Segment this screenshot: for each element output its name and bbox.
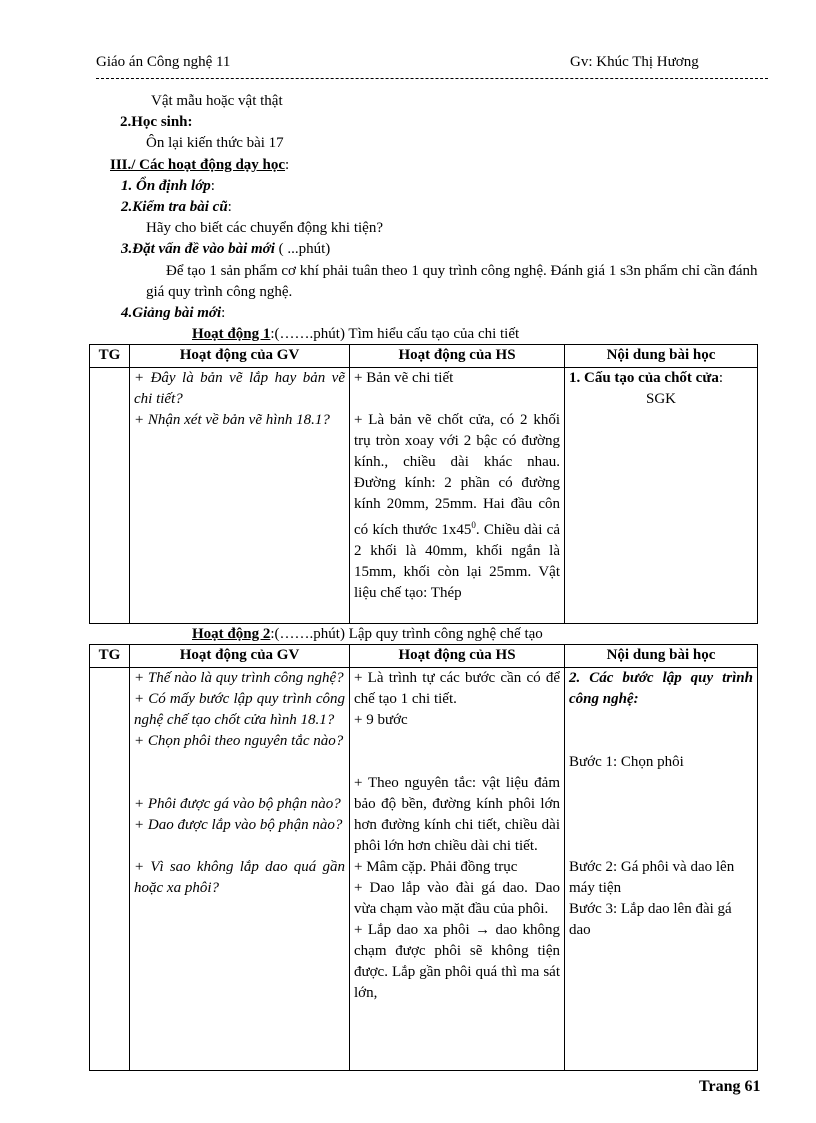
hocsinh-label: 2.Học sinh: (120, 114, 193, 130)
gv-question: + Chọn phôi theo nguyên tắc nào? (134, 733, 344, 749)
activity2-title-bold: Hoạt động 2 (192, 626, 271, 642)
hocsinh-text: Ôn lại kiến thức bài 17 (146, 135, 284, 151)
gv-question: + Thế nào là quy trình công nghệ? (134, 670, 344, 686)
gv-question: + Có mấy bước lập quy trình công nghệ chế tạo chốt cửa hình 18.1? (134, 691, 345, 728)
activity1-table (89, 344, 758, 624)
table-row (90, 368, 758, 624)
activity2-table (89, 644, 758, 1071)
degree-superscript: 0 (471, 520, 476, 530)
hs-answer: + Bản vẽ chi tiết (354, 370, 454, 386)
nd-title-text: 1. Cấu tạo của chốt cửa (569, 370, 719, 386)
hs-cell (350, 368, 565, 624)
hs-answer (354, 920, 560, 1004)
intro-line-materials: Vật mẫu hoặc vật thật (151, 93, 283, 109)
nd-cell (565, 668, 758, 1071)
col-nd: Nội dung bài học (565, 645, 758, 668)
step3-paragraph: Để tạo 1 sản phẩm cơ khí phải tuân theo 1 quy trình công nghệ. Đánh giá 1 s3n phẩm chỉ cần đánh giá quy trình công nghệ. (146, 263, 758, 300)
col-hs: Hoạt động của HS (350, 345, 565, 368)
hs-answer-part: dao không chạm được phôi sẽ không tiện được. Lắp gần phôi quá thì ma sát lớn, (354, 922, 560, 1001)
gv-question: + Phôi được gá vào bộ phận nào? (134, 796, 341, 812)
nd-step: Bước 2: Gá phôi và dao lên máy tiện (569, 859, 735, 896)
page-number: Trang 61 (699, 1078, 761, 1095)
hs-answer (354, 410, 560, 604)
arrow-right-icon: → (475, 922, 491, 938)
gv-question: + Nhận xét về bản vẽ hình 18.1? (134, 412, 330, 428)
tg-cell (90, 668, 130, 1071)
nd-title (569, 368, 753, 389)
hs-answer: + Là trình tự các bước cần có để chế tạo 1 chi tiết. (354, 670, 560, 707)
nd-text: SGK (645, 391, 676, 407)
hs-answer: + Theo nguyên tắc: vật liệu đảm bảo độ bền, đường kính phôi lớn hơn đường kính chi tiết, chiều dài phôi lớn hơn chiều dài chi tiết. (354, 775, 560, 854)
table-row (90, 668, 758, 1071)
activity1-header-row (90, 345, 758, 368)
section3-label: III./ Các hoạt động dạy học (110, 157, 286, 173)
activity1-title (192, 324, 519, 345)
col-gv: Hoạt động của GV (130, 645, 350, 668)
gv-cell (130, 668, 350, 1071)
hs-answer-part: + Là bản vẽ chốt cửa, có 2 khối trụ tròn xoay với 2 bậc có đường kính., chiều dài khác nhau. Đường kính: 2 phần có đường kính 20mm, 25mm. Hai đầu côn có kích thước 1x45 (354, 412, 560, 538)
gv-question: + Dao được lắp vào bộ phận nào? (134, 817, 343, 833)
col-gv: Hoạt động của GV (130, 345, 350, 368)
spacer (134, 752, 345, 794)
nd-step: Bước 1: Chọn phôi (569, 754, 684, 770)
activity1-title-bold: Hoạt động 1 (192, 326, 271, 342)
gv-cell (130, 368, 350, 624)
step4-label: 4.Giảng bài mới (121, 305, 222, 321)
hs-answer: + Dao lắp vào đài gá dao. Dao vừa chạm vào mặt đầu của phôi. (354, 880, 560, 917)
nd-step: Bước 3: Lắp dao lên đài gá dao (569, 901, 732, 938)
col-tg: TG (90, 345, 130, 368)
nd-title: 2. Các bước lập quy trình công nghệ: (569, 670, 753, 707)
nd-title-colon: : (718, 370, 723, 386)
hs-answer-part: . Chiều dài cả 2 khối là 40mm, khối ngắn là 15mm, khối còn lại 25mm. Vật liệu chế tạo: Thép (354, 522, 560, 601)
header-right: Gv: Khúc Thị Hương (570, 54, 699, 70)
step1-colon: : (210, 178, 215, 194)
step1-label: 1. Ổn định lớp (121, 178, 211, 194)
step3-label: 3.Đặt vấn đề vào bài mới (121, 241, 275, 257)
step4-heading (121, 303, 225, 324)
activity2-title-rest: :(…….phút) Lập quy trình công nghệ chế tạo (270, 626, 543, 642)
header-divider (96, 78, 768, 79)
spacer (134, 836, 345, 857)
header-left: Giáo án Công nghệ 11 (96, 54, 231, 70)
nd-cell (565, 368, 758, 624)
activity2-header-row (90, 645, 758, 668)
activity1-title-rest: :(…….phút) Tìm hiểu cấu tạo của chi tiết (270, 326, 520, 342)
hs-answer: + 9 bước (354, 712, 408, 728)
step2-text: Hãy cho biết các chuyển động khi tiện? (146, 220, 383, 236)
step4-colon: : (221, 305, 226, 321)
col-nd: Nội dung bài học (565, 345, 758, 368)
step1-heading (121, 176, 215, 197)
step3-time: ( ...phút) (274, 241, 331, 257)
step2-label: 2.Kiểm tra bài cũ (121, 199, 228, 215)
col-tg: TG (90, 645, 130, 668)
section3-colon: : (285, 157, 290, 173)
col-hs: Hoạt động của HS (350, 645, 565, 668)
hs-answer: + Mâm cặp. Phải đồng trục (354, 859, 518, 875)
activity2-title (192, 624, 543, 645)
step2-heading (121, 197, 232, 218)
hs-cell (350, 668, 565, 1071)
hs-answer-part: + Lắp dao xa phôi (354, 922, 476, 938)
gv-question: + Vì sao không lắp dao quá gần hoặc xa phôi? (134, 859, 345, 896)
step3-heading (121, 239, 330, 260)
tg-cell (90, 368, 130, 624)
gv-question: + Đây là bản vẽ lắp hay bản vẽ chi tiết? (134, 370, 345, 407)
section3-heading (110, 155, 289, 176)
step2-colon: : (227, 199, 232, 215)
